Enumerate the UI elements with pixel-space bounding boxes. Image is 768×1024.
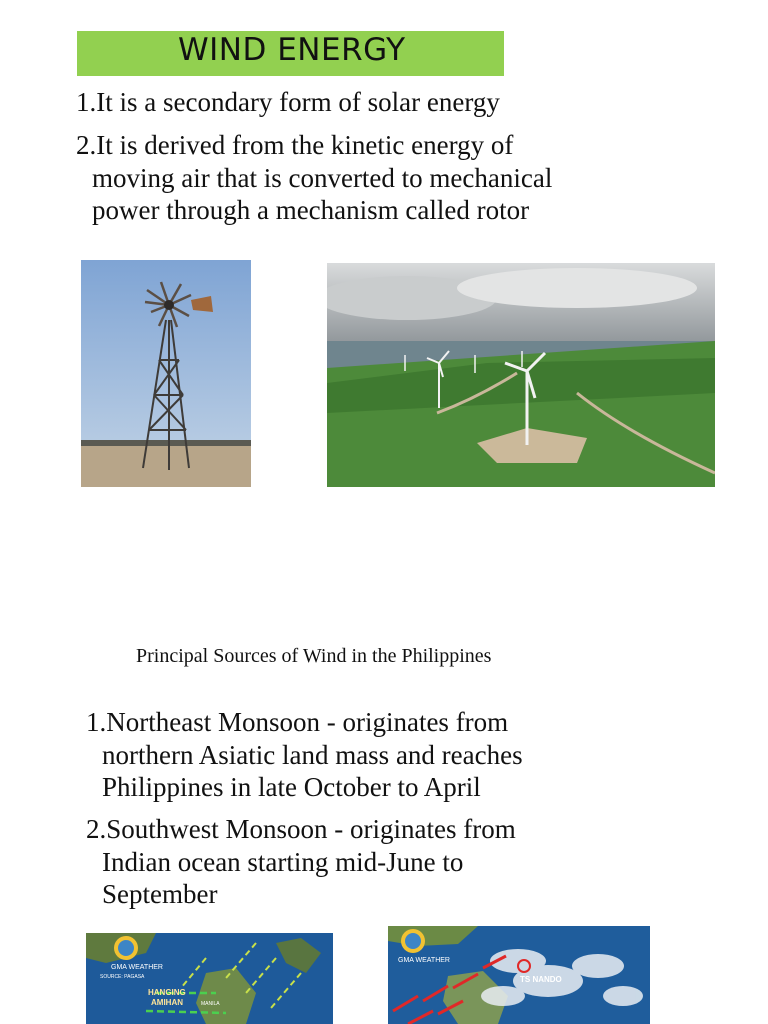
sources-heading: Principal Sources of Wind in the Philippines <box>136 645 492 667</box>
fact-2-line-3: power through a mechanism called rotor <box>92 195 530 225</box>
source-2 <box>86 813 516 911</box>
source-2-number: 2. <box>86 814 107 844</box>
source-1 <box>86 706 523 804</box>
source-2-line-2: Indian ocean starting mid-June to <box>102 846 464 877</box>
page-title: WIND ENERGY <box>178 32 406 68</box>
northeast-monsoon-map <box>86 933 333 1024</box>
map-right-logo: GMA WEATHER <box>398 957 450 964</box>
source-1-line-2: northern Asiatic land mass and reaches <box>102 739 523 770</box>
map-right-storm-label: TS NANDO <box>520 975 562 984</box>
fact-2 <box>76 129 552 227</box>
fact-2-line-1: It is derived from the kinetic energy of <box>96 130 514 160</box>
southwest-monsoon-map <box>388 926 650 1024</box>
fact-2-line-2: moving air that is converted to mechanical <box>92 162 553 193</box>
fact-2-number: 2. <box>76 130 97 160</box>
wind-farm-photo <box>327 263 715 487</box>
source-1-line-3: Philippines in late October to April <box>102 772 481 802</box>
map-left-city: MANILA <box>201 1001 220 1007</box>
source-2-line-1: Southwest Monsoon - originates from <box>106 814 516 844</box>
map-left-label-2: AMIHAN <box>151 998 183 1007</box>
map-left-logo: GMA WEATHER <box>111 964 163 971</box>
source-1-number: 1. <box>86 707 107 737</box>
fact-1 <box>76 86 500 119</box>
fact-1-number: 1. <box>76 87 97 117</box>
windmill-photo <box>81 260 251 487</box>
source-2-line-3: September <box>102 879 218 909</box>
fact-1-line-1: It is a secondary form of solar energy <box>96 87 500 117</box>
source-1-line-1: Northeast Monsoon - originates from <box>106 707 509 737</box>
map-left-source: SOURCE: PAGASA <box>100 974 145 980</box>
map-left-label-1: HANGING <box>148 988 186 997</box>
